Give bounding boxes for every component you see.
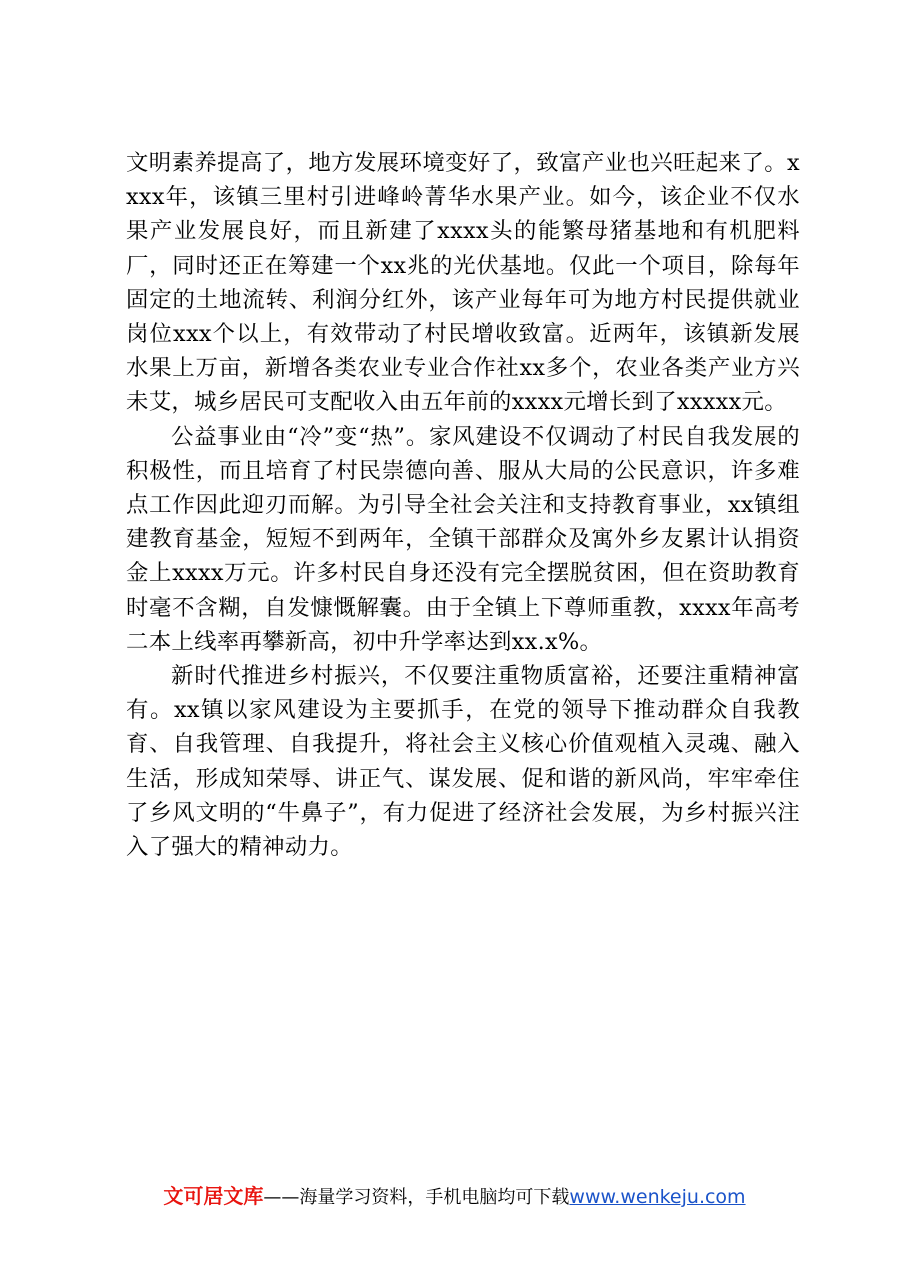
paragraph-2: 公益事业由“冷”变“热”。家风建设不仅调动了村民自我发展的积极性，而且培育了村民崇德向善、服从大局的公民意识，许多难点工作因此迎刃而解。为引导全社会关注和支持教育事业，xx镇组建教育基金，短短不到两年，全镇干部群众及寓外乡友累计认捐资金上xxxx万元。许多村民自身还没有完全摆脱贫困，但在资助教育时毫不含糊，自发慷慨解囊。由于全镇上下尊师重教，xxxx年高考二本上线率再攀新高，初中升学率达到xx.x%。 — [126, 423, 800, 655]
footer-link[interactable]: www.wenkeju.com — [569, 1186, 746, 1208]
paragraph-1: 文明素养提高了，地方发展环境变好了，致富产业也兴旺起来了。xxxx年，该镇三里村引进峰岭菁华水果产业。如今，该企业不仅水果产业发展良好，而且新建了xxxx头的能繁母猪基地和有机肥料厂，同时还正在筹建一个xx兆的光伏基地。仅此一个项目，除每年固定的土地流转、利润分红外，该产业每年可为地方村民提供就业岗位xxx个以上，有效带动了村民增收致富。近两年，该镇新发展水果上万亩，新增各类农业专业合作社xx多个，农业各类产业方兴未艾，城乡居民可支配收入由五年前的xxxx元增长到了xxxxx元。 — [126, 150, 800, 416]
footer-banner — [0, 1180, 909, 1209]
paragraph-3: 新时代推进乡村振兴，不仅要注重物质富裕，还要注重精神富有。xx镇以家风建设为主要抓手，在党的领导下推动群众自我教育、自我管理、自我提升，将社会主义核心价值观植入灵魂、融入生活，形成知荣辱、讲正气、谋发展、促和谐的新风尚，牢牢牵住了乡风文明的“牛鼻子”，有力促进了经济社会发展，为乡村振兴注入了强大的精神动力。 — [126, 663, 800, 861]
footer-brand: 文可居文库 — [163, 1184, 264, 1208]
footer-tagline: ——海量学习资料，手机电脑均可下载 — [263, 1187, 570, 1208]
document-body — [126, 146, 800, 864]
